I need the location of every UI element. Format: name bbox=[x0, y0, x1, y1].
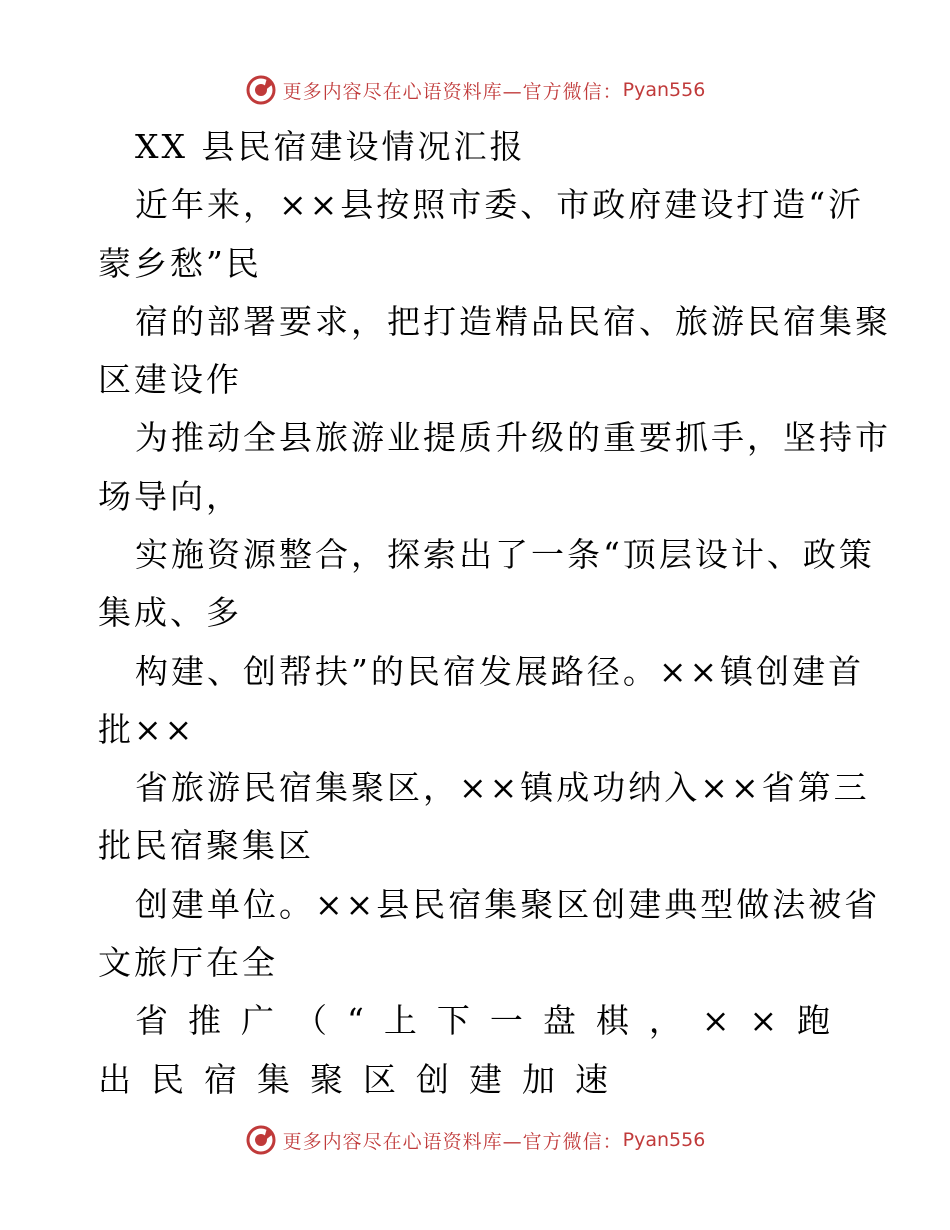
watermark-text: 更多内容尽在心语资料库—官方微信： bbox=[282, 80, 623, 103]
paragraph-line: 为推动全县旅游业提质升级的重要抓手，坚持市 bbox=[135, 418, 891, 457]
watermark-text: 更多内容尽在心语资料库—官方微信： bbox=[282, 1130, 623, 1153]
paragraph-line: 场导向， bbox=[98, 477, 242, 516]
paragraph-line: 蒙乡愁”民 bbox=[98, 244, 262, 283]
watermark-wechat-id: Pyan556 bbox=[622, 1129, 706, 1151]
paragraph-line: 文旅厅在全 bbox=[98, 943, 278, 982]
paragraph-line: 创建单位。××县民宿集聚区创建典型做法被省 bbox=[135, 885, 881, 924]
footer-watermark bbox=[0, 1120, 950, 1160]
document-title: XX 县民宿建设情况汇报 bbox=[135, 127, 526, 166]
watermark-wechat-id: Pyan556 bbox=[622, 79, 706, 101]
paragraph-line: 集成、多 bbox=[98, 593, 242, 632]
paragraph-line: 批×× bbox=[98, 710, 196, 749]
paragraph-line: 宿的部署要求，把打造精品民宿、旅游民宿集聚 bbox=[135, 302, 891, 341]
paragraph-line: 省旅游民宿集聚区，××镇成功纳入××省第三 bbox=[135, 768, 870, 807]
paragraph-line: 省推广（“上下一盘棋，××跑 bbox=[135, 1001, 851, 1040]
paragraph-line: 近年来，××县按照市委、市政府建设打造“沂 bbox=[135, 185, 865, 224]
brand-logo-icon bbox=[245, 1124, 277, 1156]
header-watermark bbox=[0, 70, 950, 110]
paragraph-line: 批民宿聚集区 bbox=[98, 826, 314, 865]
paragraph-line: 实施资源整合，探索出了一条“顶层设计、政策 bbox=[135, 535, 875, 574]
paragraph-line: 出民宿集聚区创建加速 bbox=[98, 1060, 628, 1099]
brand-logo-icon bbox=[245, 74, 277, 106]
paragraph-line: 构建、创帮扶”的民宿发展路径。××镇创建首 bbox=[135, 652, 865, 691]
paragraph-line: 区建设作 bbox=[98, 360, 242, 399]
